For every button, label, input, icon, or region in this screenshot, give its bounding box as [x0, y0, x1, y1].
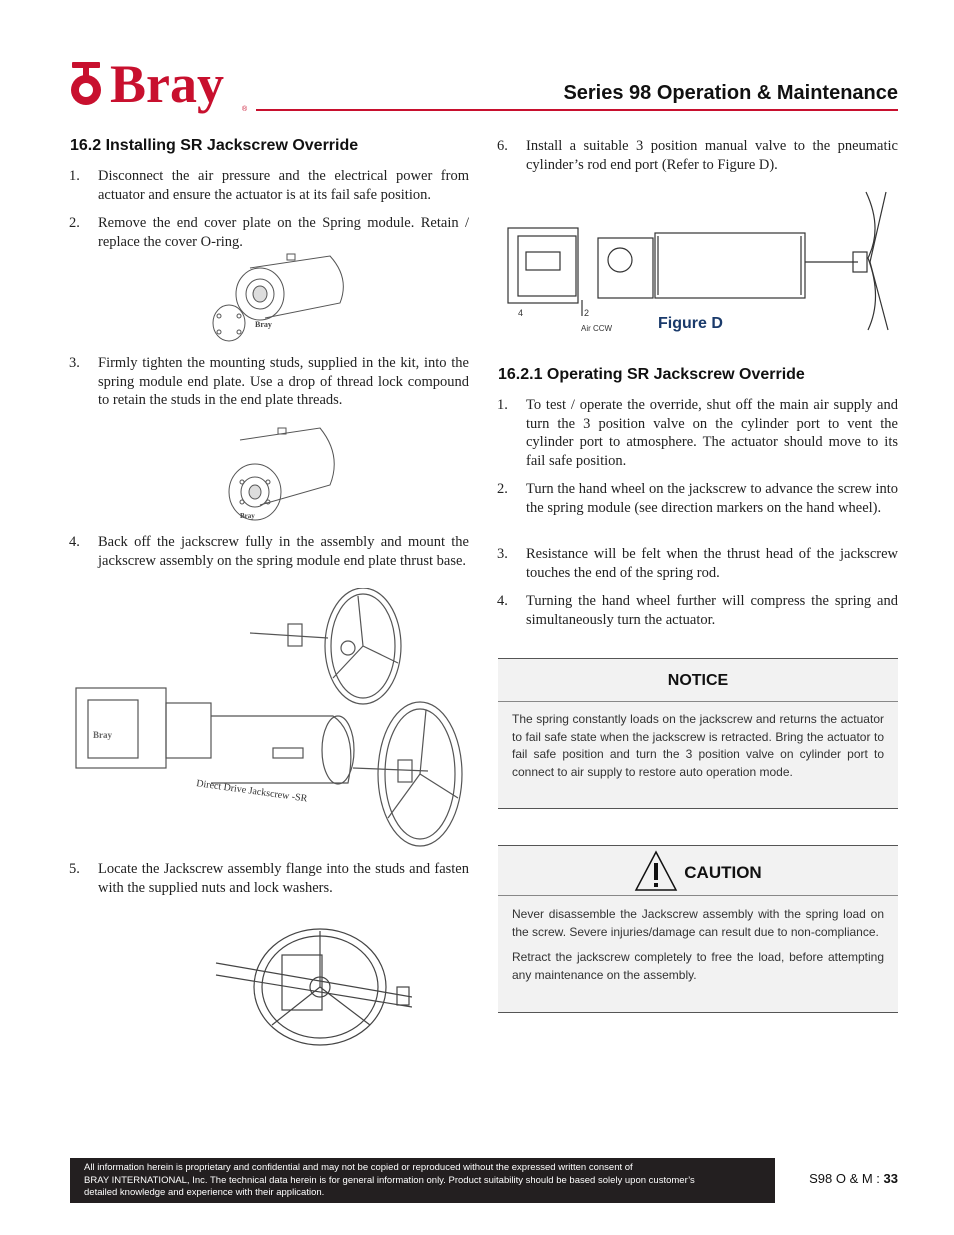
svg-text:Bray: Bray — [255, 320, 272, 329]
doc-code: S98 O & M : — [809, 1171, 884, 1186]
install-step-1 — [69, 167, 469, 204]
step-text: Turning the hand wheel further will compress the spring and simultaneously turn the actuator. — [526, 593, 898, 628]
page-number: 33 — [883, 1171, 898, 1186]
bray-logo — [68, 56, 258, 114]
step-number: 5. — [69, 861, 80, 877]
operate-step-3 — [497, 545, 898, 582]
operate-step-1 — [497, 396, 898, 470]
step-number: 1. — [497, 397, 508, 413]
svg-text:®: ® — [242, 106, 248, 113]
step-text: Disconnect the air pressure and the electrical power from actuator and ensure the actuator is at its fail safe position. — [98, 168, 469, 203]
step-text: Back off the jackscrew fully in the assembly and mount the jackscrew assembly on the spring module end plate thrust base. — [98, 534, 469, 569]
figure-label-direct-drive: Direct Drive Jackscrew -SR — [195, 778, 308, 805]
step-number: 4. — [69, 534, 80, 550]
figure-d — [498, 188, 898, 336]
section-heading-operating: 16.2.1 Operating SR Jackscrew Override — [498, 366, 805, 383]
logo-wordmark: Bray — [110, 56, 224, 114]
disclaimer-line: detailed knowledge and experience with their application. — [84, 1187, 325, 1198]
port-4-label: 4 — [518, 308, 524, 318]
notice-text: The spring constantly loads on the jackscrew and returns the actuator to fail safe state when the jackscrew is retracted. Bring the actuator to fail safe position and turn the 3 position valve on cylinder port to connect to air supply to restore auto operation mode. — [512, 712, 884, 779]
install-step-5 — [69, 860, 469, 897]
step-text: Turn the hand wheel on the jackscrew to advance the screw into the spring module (see direction markers on the hand wheel). — [526, 481, 898, 516]
mounted-jackscrew-figure — [212, 925, 412, 1050]
page-title: Series 98 Operation & Maintenance — [563, 82, 898, 104]
warning-triangle-icon — [634, 849, 678, 893]
step-text: Remove the end cover plate on the Spring module. Retain / replace the cover O-ring. — [98, 215, 469, 250]
step-text: Firmly tighten the mounting studs, supplied in the kit, into the spring module end plate. Use a drop of thread lock compound to retain the studs in the end plate threads. — [98, 355, 469, 408]
step-number: 3. — [69, 355, 80, 371]
caution-paragraph-1: Never disassemble the Jackscrew assembly with the spring load on the screw. Severe injuries/damage can result due to non-compliance. — [512, 907, 884, 939]
install-step-4 — [69, 533, 469, 570]
step-number: 3. — [497, 546, 508, 562]
step-text: Locate the Jackscrew assembly flange into the studs and fasten with the supplied nuts and lock washers. — [98, 861, 469, 896]
header-rule — [256, 109, 898, 111]
step-number: 6. — [497, 138, 508, 154]
install-step-2 — [69, 214, 469, 251]
step-text: Resistance will be felt when the thrust head of the jackscrew touches the end of the spring rod. — [526, 546, 898, 581]
air-ccw-label: Air CCW — [581, 324, 613, 333]
footer-page-ref — [809, 1171, 898, 1186]
step-text: To test / operate the override, shut off the main air supply and turn the 3 position valve on the cylinder port to vent the cylinder port to atmosphere. The actuator should move to its fail safe position. — [526, 397, 898, 469]
step-text: Install a suitable 3 position manual valve to the pneumatic cylinder’s rod end port (Refer to Figure D). — [526, 138, 898, 173]
spring-module-cover-figure — [205, 248, 355, 348]
step-number: 2. — [69, 215, 80, 231]
port-2-label: 2 — [584, 308, 590, 318]
step-number: 2. — [497, 481, 508, 497]
operate-step-4 — [497, 592, 898, 629]
svg-text:Bray: Bray — [240, 512, 255, 520]
section-heading-installing: 16.2 Installing SR Jackscrew Override — [70, 137, 359, 154]
install-step-6 — [497, 137, 898, 174]
spring-module-studs-figure — [220, 420, 345, 525]
disclaimer-line: All information herein is proprietary and confidential and may not be copied or reproduced without the expressed written consent of — [84, 1162, 633, 1173]
step-number: 4. — [497, 593, 508, 609]
notice-box — [498, 658, 898, 809]
notice-title: NOTICE — [667, 672, 729, 689]
caution-box — [498, 845, 898, 1013]
footer-disclaimer — [70, 1158, 775, 1203]
disclaimer-line: BRAY INTERNATIONAL, Inc. The technical data herein is for general information only. Product suitability should be based solely upon customer’s — [84, 1174, 695, 1186]
install-step-3 — [69, 354, 469, 410]
operate-step-2 — [497, 480, 898, 517]
svg-text:Bray: Bray — [93, 730, 112, 740]
direct-drive-jackscrew-figure — [68, 588, 468, 850]
caution-title: CAUTION — [684, 863, 762, 882]
caution-paragraph-2: Retract the jackscrew completely to free the load, before attempting any maintenance on the assembly. — [512, 950, 884, 982]
step-number: 1. — [69, 168, 80, 184]
figure-d-caption: Figure D — [658, 315, 723, 332]
